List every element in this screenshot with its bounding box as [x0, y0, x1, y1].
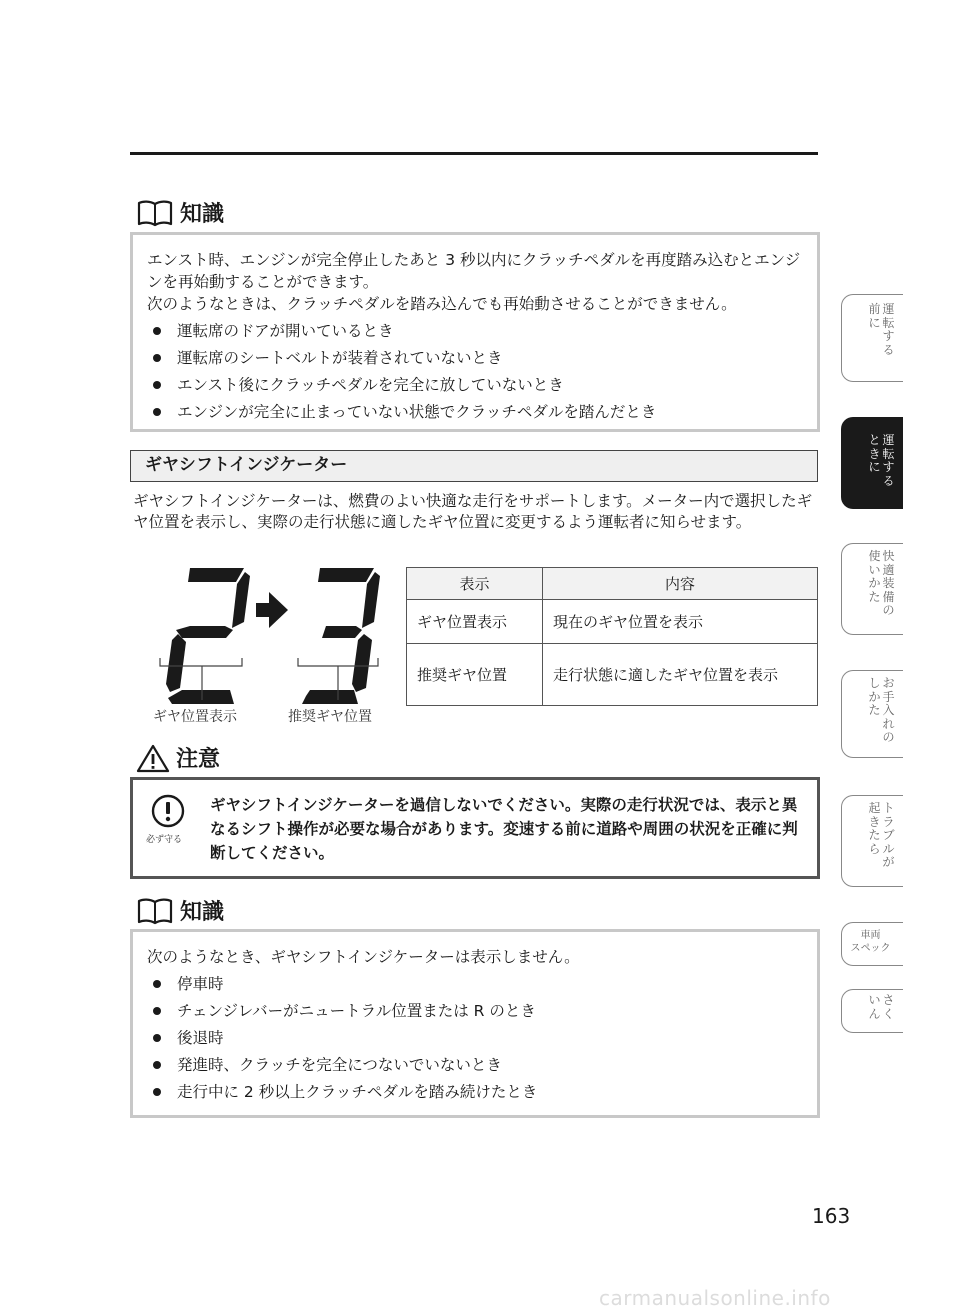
caution-box: [130, 777, 820, 879]
side-tab-label: 前に: [868, 302, 881, 330]
table-header-row: [407, 568, 818, 600]
knowledge-paragraph: エンスト時、エンジンが完全停止したあと 3 秒以内にクラッチペダルを再度踏み込むとエンジンを再始動することができます。: [147, 251, 801, 291]
book-icon: [136, 198, 174, 228]
arrow-icon: [256, 592, 288, 628]
page-number: 163: [812, 1204, 851, 1228]
knowledge-heading: [136, 197, 224, 228]
side-tab-label: 車両: [860, 930, 881, 941]
side-tab-label: いん: [868, 993, 881, 1021]
list-item: チェンジレバーがニュートラル位置または R のとき: [147, 1000, 803, 1022]
list-item: 後退時: [147, 1027, 803, 1049]
side-tab-label: トラブルが: [882, 801, 895, 869]
caution-text: ギヤシフトインジケーターを過信しないでください。実際の走行状況では、表示と異なるシフト操作が必要な場合があります。変速する前に道路や周囲の状況を正確に判断してください。: [210, 796, 798, 862]
list-item: 運転席のシートベルトが装着されていないとき: [147, 347, 803, 369]
section-body: ギヤシフトインジケーターは、燃費のよい快適な走行をサポートします。メーター内で選択したギヤ位置を表示し、実際の走行状態に適したギヤ位置に変更するよう運転者に知らせます。: [133, 492, 813, 531]
section-heading: ギヤシフトインジケーター: [130, 450, 818, 482]
table-row: [407, 600, 818, 644]
table-row: [407, 644, 818, 706]
list-item: エンジンが完全に止まっていない状態でクラッチペダルを踏んだとき: [147, 401, 803, 423]
knowledge-heading: [136, 895, 224, 926]
side-tab-label: スペック: [850, 943, 891, 954]
knowledge-paragraph: 次のようなとき、ギヤシフトインジケーターは表示しません。: [147, 948, 580, 966]
warning-triangle-icon: [136, 743, 170, 773]
side-tab-index[interactable]: [841, 989, 903, 1033]
footer-watermark: carmanualsonline.info: [599, 1286, 831, 1310]
side-tab-label: 起きたら: [868, 801, 881, 856]
table-cell: 走行状態に適したギヤ位置を表示: [543, 644, 818, 706]
caution-heading-text: 注意: [176, 747, 221, 772]
side-tab-while-driving[interactable]: [841, 417, 903, 509]
table-cell: ギヤ位置表示: [407, 600, 543, 644]
side-tab-label: 運転する: [882, 433, 895, 488]
knowledge-list: [147, 973, 803, 1103]
recommended-gear-digit: [302, 568, 380, 704]
top-rule: [130, 152, 818, 155]
side-tab-label: 運転する: [882, 302, 895, 357]
table-cell: 推奨ギヤ位置: [407, 644, 543, 706]
side-tab-maintenance[interactable]: [841, 670, 903, 758]
table-cell: 現在のギヤ位置を表示: [543, 600, 818, 644]
side-tab-before-driving[interactable]: [841, 294, 903, 382]
knowledge-box: [130, 232, 820, 432]
book-icon: [136, 896, 174, 926]
list-item: 運転席のドアが開いているとき: [147, 320, 803, 342]
side-tab-vehicle-specs[interactable]: [841, 922, 903, 966]
gear-indicator-figure: [140, 560, 400, 730]
caution-heading: [136, 742, 220, 773]
side-tab-label: 使いかた: [868, 549, 881, 604]
knowledge-paragraph: 次のようなときは、クラッチペダルを踏み込んでも再始動させることができません。: [147, 295, 737, 313]
side-tab-label: しかた: [868, 676, 881, 717]
table-header: 内容: [543, 568, 818, 600]
list-item: 停車時: [147, 973, 803, 995]
side-tab-label: お手入れの: [882, 676, 895, 744]
caution-icon-label: 必ず守る: [146, 835, 183, 845]
side-tab-troubleshooting[interactable]: [841, 795, 903, 887]
exclamation-circle-icon: [151, 794, 185, 828]
current-gear-label: ギヤ位置表示: [153, 709, 237, 725]
side-tab-label: 快適装備の: [882, 549, 895, 617]
current-gear-digit: [166, 568, 250, 704]
recommended-gear-label: 推奨ギヤ位置: [288, 709, 372, 725]
indicator-table: [406, 567, 818, 706]
side-tab-label: ときに: [868, 433, 881, 474]
side-tab-label: さく: [882, 993, 895, 1021]
knowledge-list: [147, 320, 803, 423]
table-header: 表示: [407, 568, 543, 600]
list-item: エンスト後にクラッチペダルを完全に放していないとき: [147, 374, 803, 396]
knowledge-heading-text: 知識: [180, 202, 225, 227]
knowledge-heading-text: 知識: [180, 900, 225, 925]
list-item: 発進時、クラッチを完全につないでいないとき: [147, 1054, 803, 1076]
list-item: 走行中に 2 秒以上クラッチペダルを踏み続けたとき: [147, 1081, 803, 1103]
knowledge-box: [130, 929, 820, 1118]
side-tab-comfort-equipment[interactable]: [841, 543, 903, 635]
